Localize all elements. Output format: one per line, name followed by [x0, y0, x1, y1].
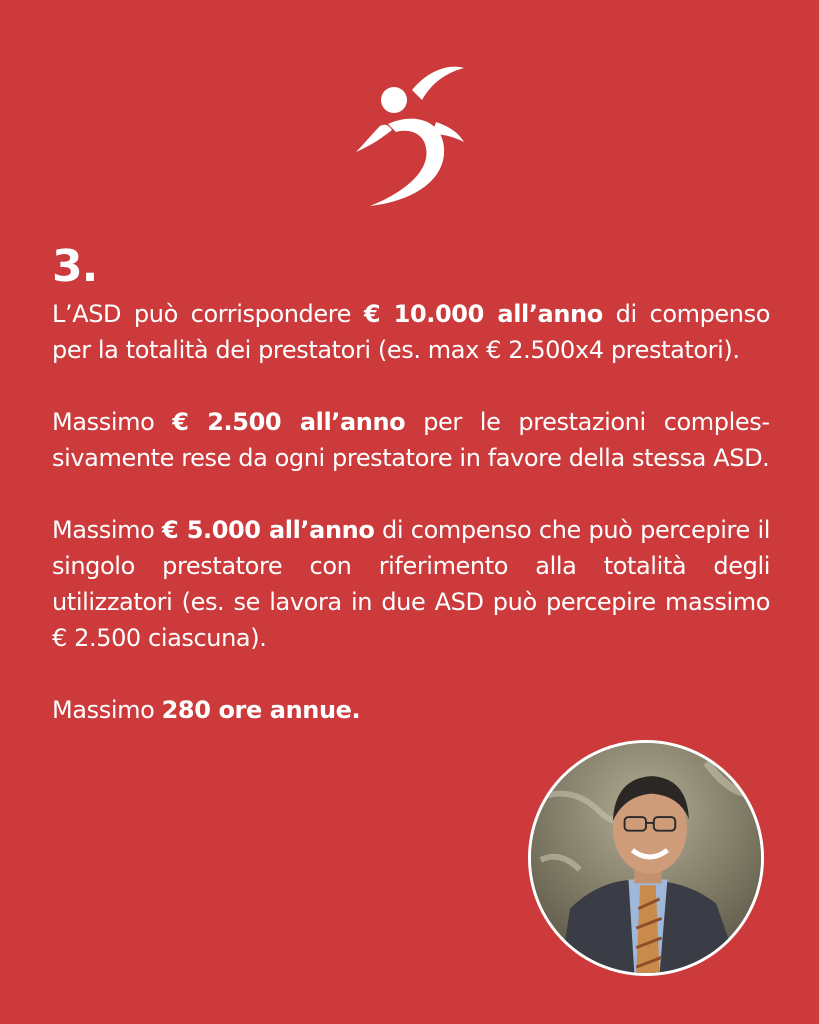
paragraph-single-provider: Massimo € 5.000 all’anno di compenso che può percepire il singolo prestatore con riferimento alla totalità degli utilizzatori (es. se lavora in due ASD può percepire massimo € 2.500 ciascuna).	[52, 516, 771, 652]
paragraph-max-hours: Massimo 280 ore annue.	[52, 696, 361, 724]
brand-logo	[352, 60, 468, 210]
highlight-amount: € 2.500 all’anno	[172, 408, 406, 436]
paragraph-annual-total: L’ASD può corrispondere € 10.000 all’anno di compenso per la totalità dei prestatori (es. max € 2.500x4 prestatori).	[52, 300, 770, 364]
person-portrait-photo	[531, 743, 761, 973]
step-number: 3.	[52, 241, 98, 292]
paragraph-per-provider: Massimo € 2.500 all’anno per le prestazioni complessivamente rese da ogni prestatore in favore della stessa ASD.	[52, 408, 770, 472]
runner-figure-icon	[352, 60, 468, 210]
highlight-hours: 280 ore annue.	[161, 696, 361, 724]
highlight-amount: € 10.000 all’anno	[363, 300, 603, 328]
content-body	[52, 296, 770, 728]
person-portrait	[528, 740, 764, 976]
highlight-amount: € 5.000 all’anno	[162, 516, 375, 544]
